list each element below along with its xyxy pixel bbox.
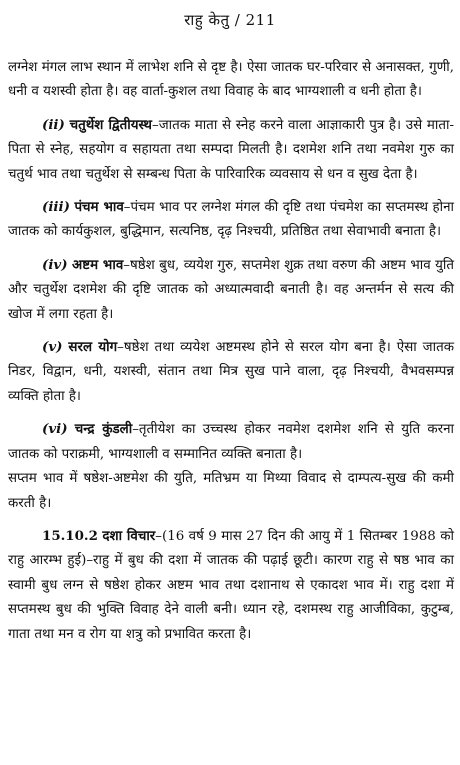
item-number: (iii)	[42, 199, 70, 216]
paragraph-saptam-bhav	[8, 467, 454, 516]
item-number: (vi)	[42, 421, 68, 438]
paragraph-text: सप्तम भाव में षष्ठेश-अष्टमेश की युति, मतिभ्रम या मिथ्या विवाद से दाम्पत्य-सुख की कमी करती है।	[8, 471, 454, 511]
paragraph-text: –जातक माता से स्नेह करने वाला आज्ञाकारी पुत्र है। उसे माता-पिता से स्नेह, सहयोग व सहायता तथा सम्पदा मिलती है। दशमेश शनि तथा नवमेश गुरु का चतुर्थ भाव तथा चतुर्थेश से सम्बन्ध पिता के पारिवारिक व्यवसाय से धन व सुख देता है।	[8, 117, 454, 182]
paragraph-text: –तृतीयेश का उच्चस्थ होकर नवमेश दशमेश शनि से युति करना जातक को पराक्रमी, भाग्यशाली व सम्मानित व्यक्ति बनाता है।	[8, 422, 454, 462]
paragraph-ashtam-bhav	[8, 253, 454, 327]
item-heading: पंचम भाव	[74, 199, 124, 216]
page-header: राहु केतु / 211	[184, 11, 276, 29]
item-heading: चन्द्र कुंडली	[74, 421, 133, 438]
paragraph-chandra-kundli	[8, 417, 454, 467]
item-number: (iv)	[42, 256, 68, 273]
paragraph-chaturthesh	[8, 113, 454, 187]
section-heading: दशा विचार	[102, 527, 156, 544]
item-number: (ii)	[42, 116, 65, 133]
item-heading: चतुर्थेश द्वितीयस्थ	[69, 116, 152, 133]
page-body	[8, 56, 454, 655]
paragraph-pancham-bhav	[8, 195, 454, 245]
paragraph-text: –पंचम भाव पर लग्नेश मंगल की दृष्टि तथा पंचमेश का सप्तमस्थ होना जातक को कार्यकुशल, बुद्धिमान, सत्यनिष्ठ, दृढ़ निश्चयी, प्रतिष्ठित तथा सेवाभावी बनाता है।	[8, 200, 454, 240]
paragraph-dasha-vichar	[8, 524, 454, 647]
paragraph-text: –(16 वर्ष 9 मास 27 दिन की आयु में 1 सितम्बर 1988 को राहु आरम्भ हुई)–राहु में बुध की दशा में जातक की पढ़ाई छूटी। कारण राहु से षष्ठ भाव का स्वामी बुध लग्न से षष्ठेश होकर अष्टम भाव तथा दशानाथ से एकादश भाव में। राहु दशा में सप्तमस्थ बुध की भुक्ति विवाह देने वाली बनी। ध्यान रहे, दशमस्थ राहु आजीविका, कुटुम्ब, गाता तथा मन व रोग या शत्रु को प्रभावित करता है।	[8, 528, 454, 642]
paragraph-text: –षष्ठेश तथा व्ययेश अष्टमस्थ होने से सरल योग बना है। ऐसा जातक निडर, विद्वान, धनी, यशस्वी, संतान तथा मित्र सुख पाने वाला, दृढ़ निश्चयी, वैभवसम्पन्न व्यक्ति होता है।	[8, 340, 454, 404]
paragraph-lagnesh	[8, 56, 454, 105]
item-heading: सरल योग	[68, 339, 118, 356]
paragraph-saral-yog	[8, 335, 454, 409]
paragraph-text: लग्नेश मंगल लाभ स्थान में लाभेश शनि से दृष्ट है। ऐसा जातक घर-परिवार से अनासक्त, गुणी, धनी व यशस्वी होता है। वह वार्ता-कुशल तथा विवाह के बाद भाग्यशाली व धनी होता है।	[8, 60, 454, 100]
paragraph-text: –षष्ठेश बुध, व्ययेश गुरु, सप्तमेश शुक्र तथा वरुण की अष्टम भाव युति और चतुर्थेश दशमेश की दृष्टि जातक को अध्यात्मवादी बनाती है। वह अन्तर्मन से सत्य की खोज में लगा रहता है।	[8, 257, 455, 322]
item-number: (v)	[42, 339, 63, 356]
item-heading: अष्टम भाव	[72, 256, 124, 273]
section-number: 15.10.2	[42, 527, 98, 544]
